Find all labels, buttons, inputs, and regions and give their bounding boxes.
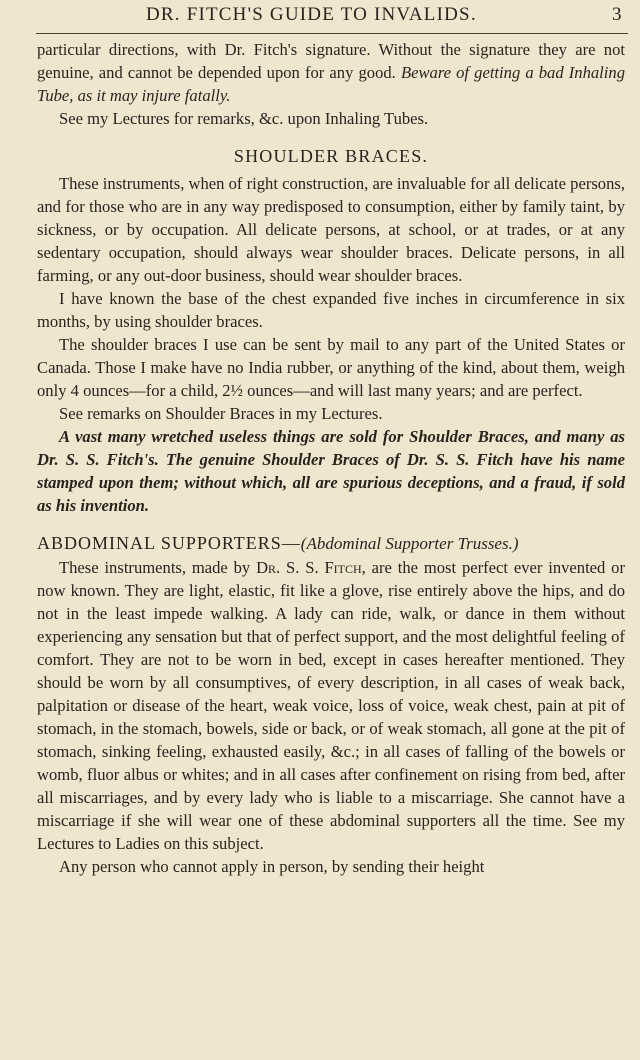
intro-text: particular directions, with Dr. Fitch's signature. Without the signature they are not genuine, and cannot be depended upon for any good. [37, 40, 625, 82]
section-heading-abdominal-supporters [37, 531, 625, 556]
abdominal-paragraph-1 [37, 556, 625, 855]
abdominal-p1-lead: These instruments, made by [59, 558, 257, 577]
page-body [37, 38, 625, 878]
abdominal-p1-name: Dr. S. S. Fitch [256, 558, 362, 577]
running-header [0, 0, 640, 32]
shoulder-paragraph-4: See remarks on Shoulder Braces in my Lectures. [59, 404, 383, 423]
shoulder-paragraph-1: These instruments, when of right construction, are invaluable for all delicate persons, and for those who are in any way predisposed to consumption, either by family taint, by sickness, or by occupation. All delicate persons, at school, or at trades, or at any sedentary occupation, should always wear shoulder braces. Delicate persons, in all farming, or any out-door business, should wear shoulder braces. [37, 174, 625, 285]
abdominal-p1-rest: , are the most perfect ever invented or now known. They are light, elastic, fit like a glove, rise entirely above the hips, and do not in the least impede walking. A lady can ride, walk, or dance in them without experiencing any sensation but that of perfect support, and the most delightful feeling of comfort. They are not to be worn in bed, except in cases hereafter mentioned. They should be worn by all consumptives, of every description, in all cases of weak back, palpitation or disease of the heart, weak voice, loss of voice, weak chest, pain at pit of stomach, in the stomach, bowels, side or back, or of weak stomach, all gone at the pit of stomach, sinking feeling, exhausted easily, &c.; in all cases of falling of the bowels or womb, fluor albus or whites; and in all cases after confinement on rising from bed, after all miscarriages, and by every lady who is liable to a miscarriage. She cannot have a miscarriage if she will wear one of these abdominal supporters all the time. See my Lectures to Ladies on this subject. [37, 558, 626, 853]
shoulder-paragraph-3: The shoulder braces I use can be sent by mail to any part of the United States or Canada. Those I make have no India rubber, or anything of the kind, about them, weigh only 4 ounces—for a child, 2½ ounces—and will last many years; and are perfect. [37, 335, 625, 400]
page-number: 3 [612, 4, 622, 25]
abdominal-paragraph-2: Any person who cannot apply in person, by sending their height [59, 857, 485, 876]
shoulder-warning-paragraph: A vast many wretched useless things are sold for Shoulder Braces, and many as Dr. S. S. Fitch's. The genuine Shoulder Braces of Dr. S. S. Fitch have his name stamped upon them; without which, all are spurious deceptions, and a fraud, if sold as his invention. [37, 427, 625, 515]
abdominal-heading-main: ABDOMINAL SUPPORTERS— [37, 533, 301, 553]
running-title: DR. FITCH'S GUIDE TO INVALIDS. [146, 4, 477, 25]
shoulder-paragraph-2: I have known the base of the chest expanded five inches in circumference in six months, by using shoulder braces. [37, 289, 625, 331]
intro-see-lectures: See my Lectures for remarks, &c. upon Inhaling Tubes. [59, 109, 429, 128]
section-heading-shoulder-braces: SHOULDER BRACES. [233, 146, 429, 166]
abdominal-heading-sub: (Abdominal Supporter Trusses.) [300, 534, 519, 553]
intro-warning: Beware of getting a bad Inhaling Tube, as it may injure fatally. [37, 63, 625, 105]
intro-paragraph [37, 38, 625, 107]
header-rule [36, 33, 628, 34]
